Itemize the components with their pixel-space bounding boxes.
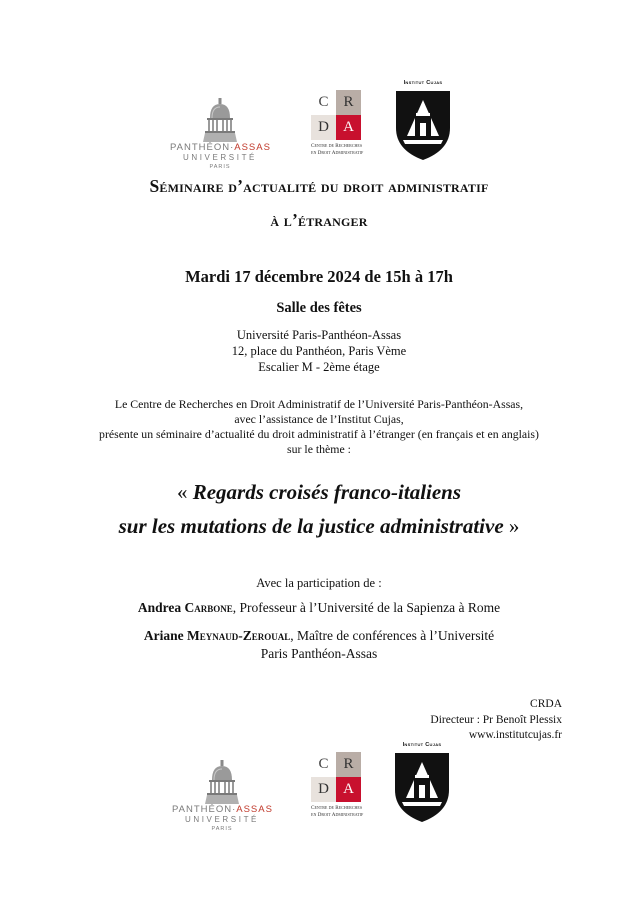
crda-logo [311,90,363,156]
crda-letter-r: R [336,752,361,777]
speaker-role-line2: Paris Panthéon-Assas [260,646,378,661]
pantheon-assas-name: PANTHÉON·ASSAS [170,142,271,153]
theme-line1 [0,480,638,505]
crda-subtitle: Centre de Recherches en Droit Administratif [311,805,364,818]
crda-subtitle: Centre de Recherches en Droit Administratif [311,143,364,156]
speaker-1 [0,599,638,617]
pantheon-assas-logo [170,98,270,171]
speaker-role: , Maître de conférences à l’Université [290,628,495,643]
theme-text: Regards croisés franco-italiens [192,480,462,504]
crda-letter-d: D [311,115,336,140]
crda-letter-r: R [336,90,361,115]
institut-cujas-label: Institut Cujas [403,80,443,86]
address-line: 12, place du Panthéon, Paris Vème [231,344,407,358]
institut-cujas-label: Institut Cujas [402,742,442,748]
open-quote: « [176,480,188,504]
speaker-2 [0,627,638,663]
cujas-shield-icon [392,750,452,824]
pantheon-dome-icon [199,760,245,804]
speaker-first-name: Andrea [137,600,182,615]
speaker-last-name: Meynaud-Zeroual [186,628,291,643]
pantheon-assas-city: PARIS [209,164,231,170]
crda-letter-c: C [311,90,336,115]
signature-block [430,697,562,744]
pantheon-assas-logo-bottom [172,760,272,833]
crda-letter-a: A [336,115,361,140]
intro-line: présente un séminaire d’actualité du droit administratif à l’étranger (en français et en anglais) [99,427,539,441]
address-line: Université Paris-Panthéon-Assas [236,328,402,342]
signature-website: www.institutcujas.fr [468,729,562,741]
theme-text: sur les mutations de la justice administrative [118,514,504,538]
speaker-first-name: Ariane [143,628,184,643]
event-title-line2: à l’étranger [270,210,368,230]
address-line: Escalier M - 2ème étage [258,360,380,374]
crda-letter-c: C [311,752,336,777]
intro-line: sur le thème : [287,442,351,456]
event-room: Salle des fêtes [276,300,362,316]
crda-letter-d: D [311,777,336,802]
signature-org: CRDA [530,698,562,710]
participation-intro: Avec la participation de : [256,576,382,590]
signature-director: Directeur : Pr Benoît Plessix [430,713,562,726]
crda-logo-bottom [311,752,363,818]
intro-line: avec l’assistance de l’Institut Cujas, [234,412,404,426]
crda-letter-a: A [336,777,361,802]
speaker-last-name: Carbone [184,600,233,615]
close-quote: » [508,514,520,538]
intro-paragraph [0,397,638,457]
pantheon-dome-icon [197,98,243,142]
pantheon-assas-name: PANTHÉON·ASSAS [172,804,273,815]
speaker-role: , Professeur à l’Université de la Sapienza à Rome [232,600,501,615]
event-address [0,327,638,375]
pantheon-assas-city: PARIS [211,826,233,832]
cujas-shield-icon [393,88,453,162]
pantheon-assas-university: UNIVERSITÉ [184,815,259,824]
pantheon-assas-university: UNIVERSITÉ [182,153,257,162]
institut-cujas-logo [391,80,455,162]
institut-cujas-logo-bottom [390,742,454,824]
intro-line: Le Centre de Recherches en Droit Administratif de l’Université Paris-Panthéon-Assas, [114,397,524,411]
event-date: Mardi 17 décembre 2024 de 15h à 17h [185,267,453,286]
event-title-line1: Séminaire d’actualité du droit administratif [149,176,489,196]
theme-line2 [0,514,638,539]
